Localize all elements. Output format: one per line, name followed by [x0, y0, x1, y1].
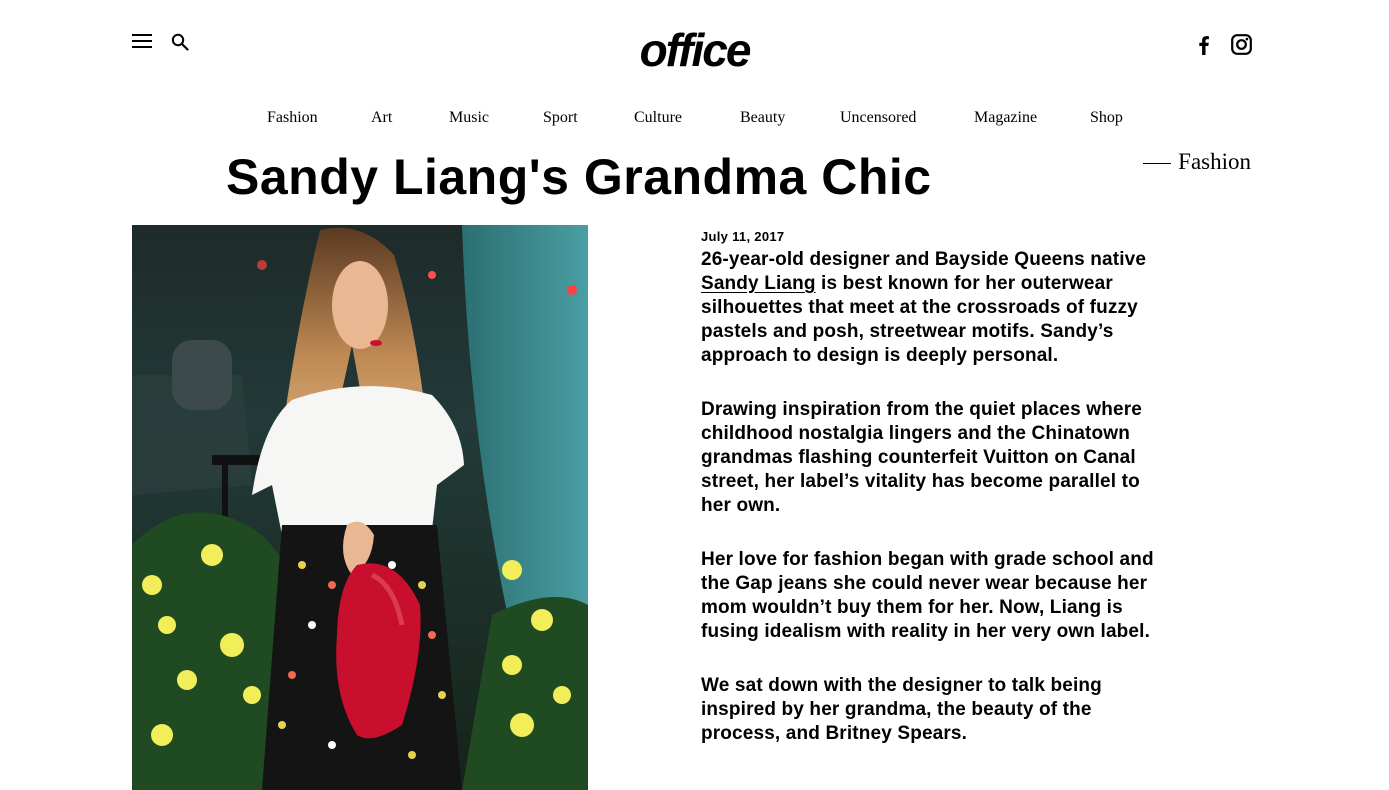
article-paragraph: Her love for fashion began with grade school and the Gap jeans she could never wear because her mom wouldn’t buy them for her. Now, Liang is fusing idealism with reality in her very own label. — [701, 549, 1154, 642]
nav-item-magazine[interactable]: Magazine — [974, 109, 1038, 126]
article-paragraph — [701, 248, 1161, 368]
article-paragraph: Drawing inspiration from the quiet places where childhood nostalgia lingers and the Chinatown grandmas flashing counterfeit Vuitton on Canal street, her label’s vitality has become parallel to her own. — [701, 399, 1142, 516]
site-logo[interactable]: office — [639, 24, 750, 76]
facebook-icon[interactable] — [1195, 35, 1211, 55]
category-label: Fashion — [1178, 149, 1251, 174]
article-paragraph: We sat down with the designer to talk being inspired by her grandma, the beauty of the process, and Britney Spears. — [701, 675, 1102, 744]
nav-item-uncensored[interactable]: Uncensored — [840, 109, 917, 126]
designer-link[interactable]: Sandy Liang — [701, 273, 816, 294]
nav-item-beauty[interactable]: Beauty — [740, 109, 786, 126]
main-nav — [267, 106, 1123, 130]
nav-item-art[interactable]: Art — [371, 109, 393, 126]
article-date: July 11, 2017 — [701, 229, 785, 244]
category-link[interactable] — [1143, 148, 1251, 176]
nav-item-shop[interactable]: Shop — [1090, 109, 1123, 126]
category-dash — [1143, 163, 1171, 164]
paragraph-text: is best known for her outerwear silhouettes that meet at the crossroads of fuzzy pastels and posh, streetwear motifs. Sandy’s approach to design is deeply personal. — [701, 273, 1138, 366]
article-photo — [132, 225, 588, 790]
nav-item-music[interactable]: Music — [449, 109, 489, 126]
article-body — [701, 228, 1161, 776]
nav-item-sport[interactable]: Sport — [543, 109, 578, 126]
paragraph-text: 26-year-old designer and Bayside Queens native — [701, 249, 1147, 270]
nav-item-fashion[interactable]: Fashion — [267, 109, 318, 126]
instagram-icon[interactable] — [1231, 34, 1252, 55]
nav-item-culture[interactable]: Culture — [634, 109, 682, 126]
article-title: Sandy Liang's Grandma Chic — [226, 149, 932, 205]
